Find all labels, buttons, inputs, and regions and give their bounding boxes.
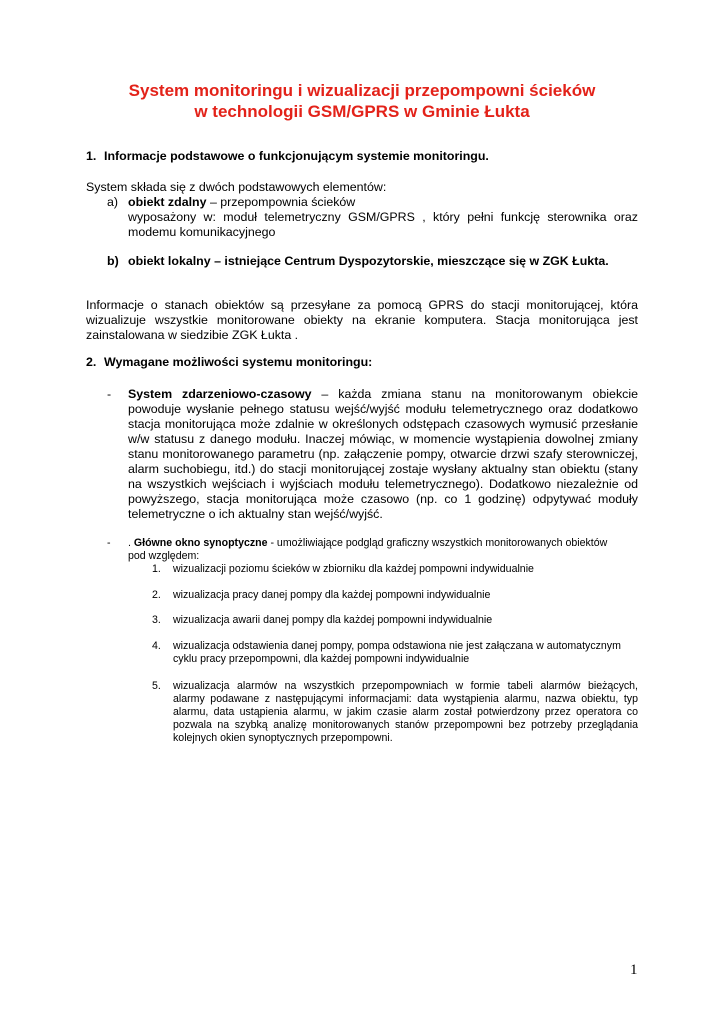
- bullet-1-line: telemetryczne o ich aktualny stan wejść/wyjść.: [128, 507, 383, 521]
- item-a-marker: a): [107, 195, 119, 209]
- list-item-line: wizualizacja alarmów na wszystkich przepompowniach w formie tabeli alarmów bieżących,: [173, 680, 638, 692]
- paragraph-line-2: wizualizuje wszystkie monitorowane obiekty na ekranie komputera. Stacja monitorująca jest: [86, 313, 638, 327]
- item-a-desc-line-1: wyposażony w: moduł telemetryczny GSM/GPRS , który pełni funkcję sterownika oraz: [128, 210, 638, 224]
- list-item-line: alarmy podawane z następującymi informacjami: data wystąpienia alarmu, nazwa obiektu, typ: [173, 693, 638, 705]
- bullet-1-line-1: [128, 387, 638, 402]
- list-item-number: 1.: [152, 563, 161, 575]
- list-item-number: 4.: [152, 640, 161, 652]
- list-item-number: 2.: [152, 589, 161, 601]
- item-a-rest: – przepompownia ścieków: [206, 195, 356, 209]
- bullet-2-line-1: [128, 537, 607, 550]
- list-item-line: wizualizacja awarii danej pompy dla każdej pompowni indywidualnie: [173, 614, 493, 626]
- page-number: 1: [630, 962, 638, 978]
- bullet-1-line: w/w statusu z danego modułu. Inaczej mówiąc, w momencie wystąpienia dowolnej zmiany: [128, 432, 638, 446]
- section-1-heading: Informacje podstawowe o funkcjonującym systemie monitoringu.: [104, 149, 489, 163]
- list-item-number: 3.: [152, 614, 161, 626]
- bullet-1-line: stacja monitorująca może zdalnie w określonych odstępach czasowych wymusić przesłanie: [128, 417, 638, 431]
- item-a-term: obiekt zdalny: [128, 195, 207, 209]
- list-item-line: alarmu, data ustąpienia alarmu, w jakim czasie alarm został potwierdzony przez operatora co: [173, 706, 638, 718]
- bullet-2-term: Główne okno synoptyczne: [133, 537, 268, 549]
- bullet-2-prefix: .: [128, 537, 134, 549]
- list-item-line: pozwala na szybką analizę monitorowanych stanów przepompowni bez potrzeby przeglądania: [173, 719, 638, 731]
- bullet-1-line: powoduje wysłanie pełnego statusu wejść/wyjść modułu telemetrycznego oraz dodatkowo: [128, 402, 638, 416]
- list-item-line: cyklu pracy przepompowni, dla każdej pompowni indywidualnie: [173, 653, 470, 665]
- item-b-marker: b): [107, 254, 119, 268]
- item-a-title: [128, 195, 355, 210]
- list-item-line: wizualizacji poziomu ścieków w zbiorniku dla każdej pompowni indywidualnie: [173, 563, 534, 575]
- section-2-number: 2.: [86, 355, 97, 369]
- section-2-heading: Wymagane możliwości systemu monitoringu:: [104, 355, 373, 369]
- bullet-2-line-2: pod względem:: [128, 550, 200, 562]
- title-line-1: System monitoringu i wizualizacji przepompowni ścieków: [128, 81, 596, 100]
- item-a-desc-line-2: modemu komunikacyjnego: [128, 225, 276, 239]
- title-line-2: w technologii GSM/GPRS w Gminie Łukta: [194, 102, 530, 121]
- bullet-1-dash: -: [107, 387, 112, 401]
- list-item-line: wizualizacja pracy danej pompy dla każdej pompowni indywidualnie: [173, 589, 491, 601]
- item-b-text: obiekt lokalny – istniejące Centrum Dyspozytorskie, mieszczące się w ZGK Łukta.: [128, 254, 609, 268]
- document-title: [0, 80, 724, 122]
- list-item-line: kolejnych okien synoptycznych przepompowni.: [173, 732, 393, 744]
- bullet-2-rest: - umożliwiające podgląd graficzny wszystkich monitorowanych obiektów: [267, 537, 608, 549]
- paragraph-line-3: zainstalowana w siedzibie ZGK Łukta .: [86, 328, 299, 342]
- bullet-1-first-rest: – każda zmiana stanu na monitorowanym obiekcie: [311, 387, 638, 401]
- bullet-1-line: stanu monitorowanego parametru (np. załączenie pompy, otwarcie drzwi szafy sterowniczej,: [128, 447, 638, 461]
- bullet-1-line: na wszystkich wejściach i wyjściach modułu telemetrycznego). Dodatkowo niezależnie od: [128, 477, 638, 491]
- paragraph-line-1: Informacje o stanach obiektów są przesyłane za pomocą GPRS do stacji monitorującej, która: [86, 298, 638, 312]
- bullet-1-term: System zdarzeniowo-czasowy: [128, 387, 312, 401]
- section-1-intro: System składa się z dwóch podstawowych elementów:: [86, 180, 387, 194]
- bullet-2-dash: -: [107, 537, 111, 549]
- list-item-number: 5.: [152, 680, 161, 692]
- list-item-line: wizualizacja odstawienia danej pompy, pompa odstawiona nie jest załączana w automatycznym: [173, 640, 621, 652]
- bullet-1-line: alarm suchobiegu, itd.) do stacji monitorującej zostaje wysłany aktualny stan obiektu (stany: [128, 462, 638, 476]
- bullet-1-line: powyższego, stacja monitorująca może czasowo (np. co 1 godzinę) odpytywać moduły: [128, 492, 638, 506]
- section-1-number: 1.: [86, 149, 97, 163]
